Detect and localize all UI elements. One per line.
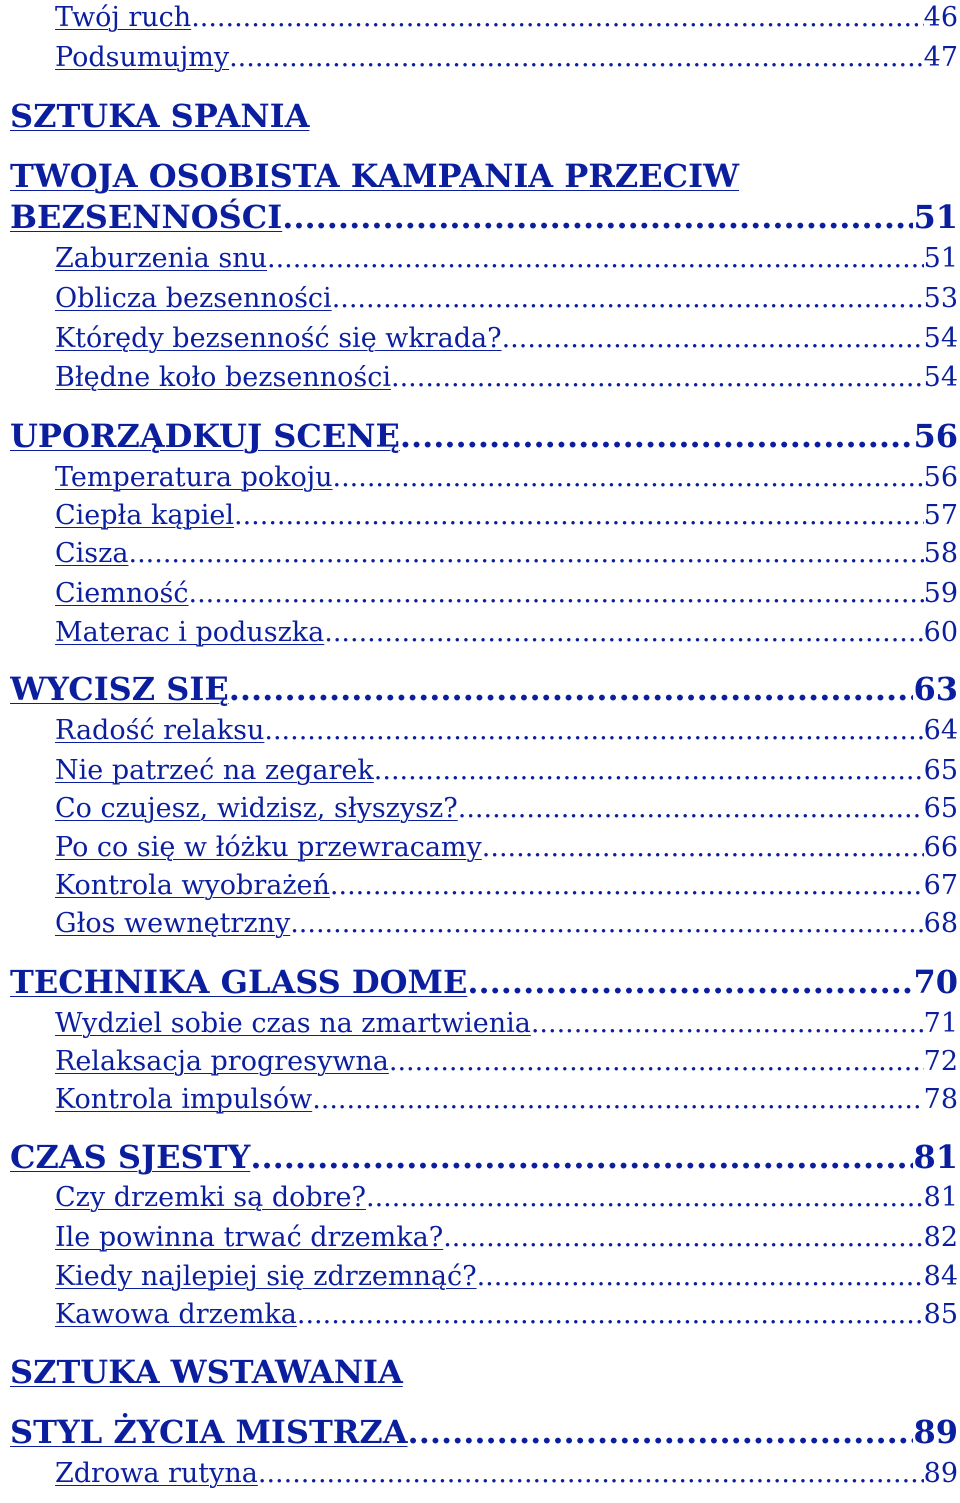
toc-section-row[interactable] [55,578,958,609]
toc-chapter-row[interactable] [10,97,958,135]
toc-section-row[interactable] [55,1299,958,1330]
toc-chapter-row[interactable] [10,198,958,236]
dot-leader [264,715,923,746]
toc-section-row[interactable] [55,462,958,493]
toc-section-row[interactable] [55,755,958,786]
toc-chapter-row[interactable] [10,157,958,195]
toc-entry-link[interactable]: Nie patrzeć na zegarek [55,755,374,786]
toc-section-row[interactable] [55,2,958,33]
page-number: 67 [923,870,958,901]
toc-entry-link[interactable]: Oblicza bezsenności [55,283,332,314]
toc-entry-link[interactable]: Cisza [55,538,129,569]
page-number: 65 [923,755,958,786]
page-number: 78 [923,1084,958,1115]
page-number: 47 [923,42,958,73]
page-number: 89 [923,1458,958,1489]
toc-entry-link[interactable]: SZTUKA WSTAWANIA [10,1353,403,1391]
dot-leader [258,1458,924,1489]
toc-section-row[interactable] [55,538,958,569]
dot-leader [374,755,924,786]
dot-leader [229,670,914,708]
toc-entry-link[interactable]: STYL ŻYCIA MISTRZA [10,1413,408,1451]
page-number: 71 [923,1008,958,1039]
page-number: 51 [923,243,958,274]
page-number: 58 [923,538,958,569]
dot-leader [443,1222,923,1253]
page-number: 64 [923,715,958,746]
toc-entry-link[interactable]: Temperatura pokoju [55,462,333,493]
toc-entry-link[interactable]: Którędy bezsenność się wkrada? [55,323,502,354]
dot-leader [330,870,924,901]
page-number: 54 [923,362,958,393]
toc-entry-link[interactable]: Kiedy najlepiej się zdrzemnąć? [55,1261,477,1292]
page-number: 53 [923,283,958,314]
dot-leader [477,1261,924,1292]
toc-entry-link[interactable]: Ciemność [55,578,189,609]
dot-leader [366,1182,924,1213]
page-number: 59 [923,578,958,609]
dot-leader [234,500,924,531]
dot-leader [389,1046,924,1077]
dot-leader [467,963,913,1001]
toc-section-row[interactable] [55,832,958,863]
toc-entry-link[interactable]: Kawowa drzemka [55,1299,297,1330]
page-number: 51 [913,198,958,236]
toc-entry-link[interactable]: Co czujesz, widzisz, słyszysz? [55,793,458,824]
toc-section-row[interactable] [55,243,958,274]
page-number: 85 [923,1299,958,1330]
page-number: 56 [923,462,958,493]
toc-entry-link[interactable]: WYCISZ SIĘ [10,670,229,708]
toc-section-row[interactable] [55,1182,958,1213]
toc-entry-link[interactable]: UPORZĄDKUJ SCENĘ [10,417,400,455]
dot-leader [531,1008,924,1039]
dot-leader [191,2,923,33]
toc-entry-link[interactable]: Kontrola impulsów [55,1084,313,1115]
page-number: 54 [923,323,958,354]
toc-section-row[interactable] [55,1458,958,1489]
dot-leader [229,42,924,73]
toc-entry-link[interactable]: Zaburzenia snu [55,243,267,274]
toc-entry-link[interactable]: Radość relaksu [55,715,265,746]
toc-chapter-row[interactable] [10,1353,958,1391]
toc-entry-link[interactable]: Materac i poduszka [55,617,325,648]
toc-entry-link[interactable]: Podsumujmy [55,42,230,73]
page-number: 66 [923,832,958,863]
toc-chapter-row[interactable] [10,670,958,708]
toc-entry-link[interactable]: BEZSENNOŚCI [10,198,283,236]
toc-section-row[interactable] [55,1084,958,1115]
page-number: 68 [923,908,958,939]
toc-entry-link[interactable]: Wydziel sobie czas na zmartwienia [55,1008,531,1039]
toc-entry-link[interactable]: Twój ruch [55,2,192,33]
dot-leader [267,243,924,274]
page-number: 89 [913,1413,958,1451]
toc-section-row[interactable] [55,617,958,648]
toc-entry-link[interactable]: Głos wewnętrzny [55,908,291,939]
toc-entry-link[interactable]: Czy drzemki są dobre? [55,1182,367,1213]
page-number: 56 [913,417,958,455]
page-number: 70 [913,963,958,1001]
toc-section-row[interactable] [55,870,958,901]
dot-leader [408,1413,914,1451]
page-number: 72 [923,1046,958,1077]
toc-chapter-row[interactable] [10,1413,958,1451]
page-number: 60 [923,617,958,648]
toc-section-row[interactable] [55,42,958,73]
page-number: 81 [913,1138,958,1176]
page-number: 82 [923,1222,958,1253]
toc-section-row[interactable] [55,500,958,531]
dot-leader [332,283,924,314]
toc-chapter-row[interactable] [10,963,958,1001]
page-number: 81 [923,1182,958,1213]
toc-section-row[interactable] [55,1261,958,1292]
dot-leader [502,323,924,354]
dot-leader [189,578,924,609]
toc-entry-link[interactable]: Ile powinna trwać drzemka? [55,1222,444,1253]
toc-entry-link[interactable]: CZAS SJESTY [10,1138,251,1176]
dot-leader [458,793,924,824]
toc-section-row[interactable] [55,1046,958,1077]
toc-entry-link[interactable]: Kontrola wyobrażeń [55,870,330,901]
dot-leader [482,832,924,863]
page-number: 46 [923,2,958,33]
toc-section-row[interactable] [55,908,958,939]
toc-entry-link[interactable]: SZTUKA SPANIA [10,97,310,135]
page-number: 63 [913,670,958,708]
page-number: 84 [923,1261,958,1292]
toc-chapter-row[interactable] [10,417,958,455]
toc-section-row[interactable] [55,793,958,824]
toc-chapter-row[interactable] [10,1138,958,1176]
dot-leader [333,462,924,493]
dot-leader [282,198,913,236]
toc-entry-link[interactable]: Błędne koło bezsenności [55,362,391,393]
dot-leader [128,538,923,569]
toc-section-row[interactable] [55,362,958,393]
toc-section-row[interactable] [55,715,958,746]
toc-entry-link[interactable]: Relaksacja progresywna [55,1046,389,1077]
dot-leader [297,1299,924,1330]
toc-entry-link[interactable]: TECHNIKA GLASS DOME [10,963,468,1001]
dot-leader [391,362,924,393]
toc-section-row[interactable] [55,1222,958,1253]
toc-entry-link[interactable]: Po co się w łóżku przewracamy [55,832,482,863]
dot-leader [312,1084,923,1115]
toc-section-row[interactable] [55,283,958,314]
toc-entry-link[interactable]: Zdrowa rutyna [55,1458,258,1489]
toc-entry-link[interactable]: Ciepła kąpiel [55,500,234,531]
dot-leader [290,908,923,939]
toc-section-row[interactable] [55,323,958,354]
toc-entry-link[interactable]: TWOJA OSOBISTA KAMPANIA PRZECIW [10,157,740,195]
dot-leader [250,1138,913,1176]
toc-section-row[interactable] [55,1008,958,1039]
dot-leader [324,617,923,648]
page-number: 57 [923,500,958,531]
dot-leader [400,417,914,455]
page-number: 65 [923,793,958,824]
